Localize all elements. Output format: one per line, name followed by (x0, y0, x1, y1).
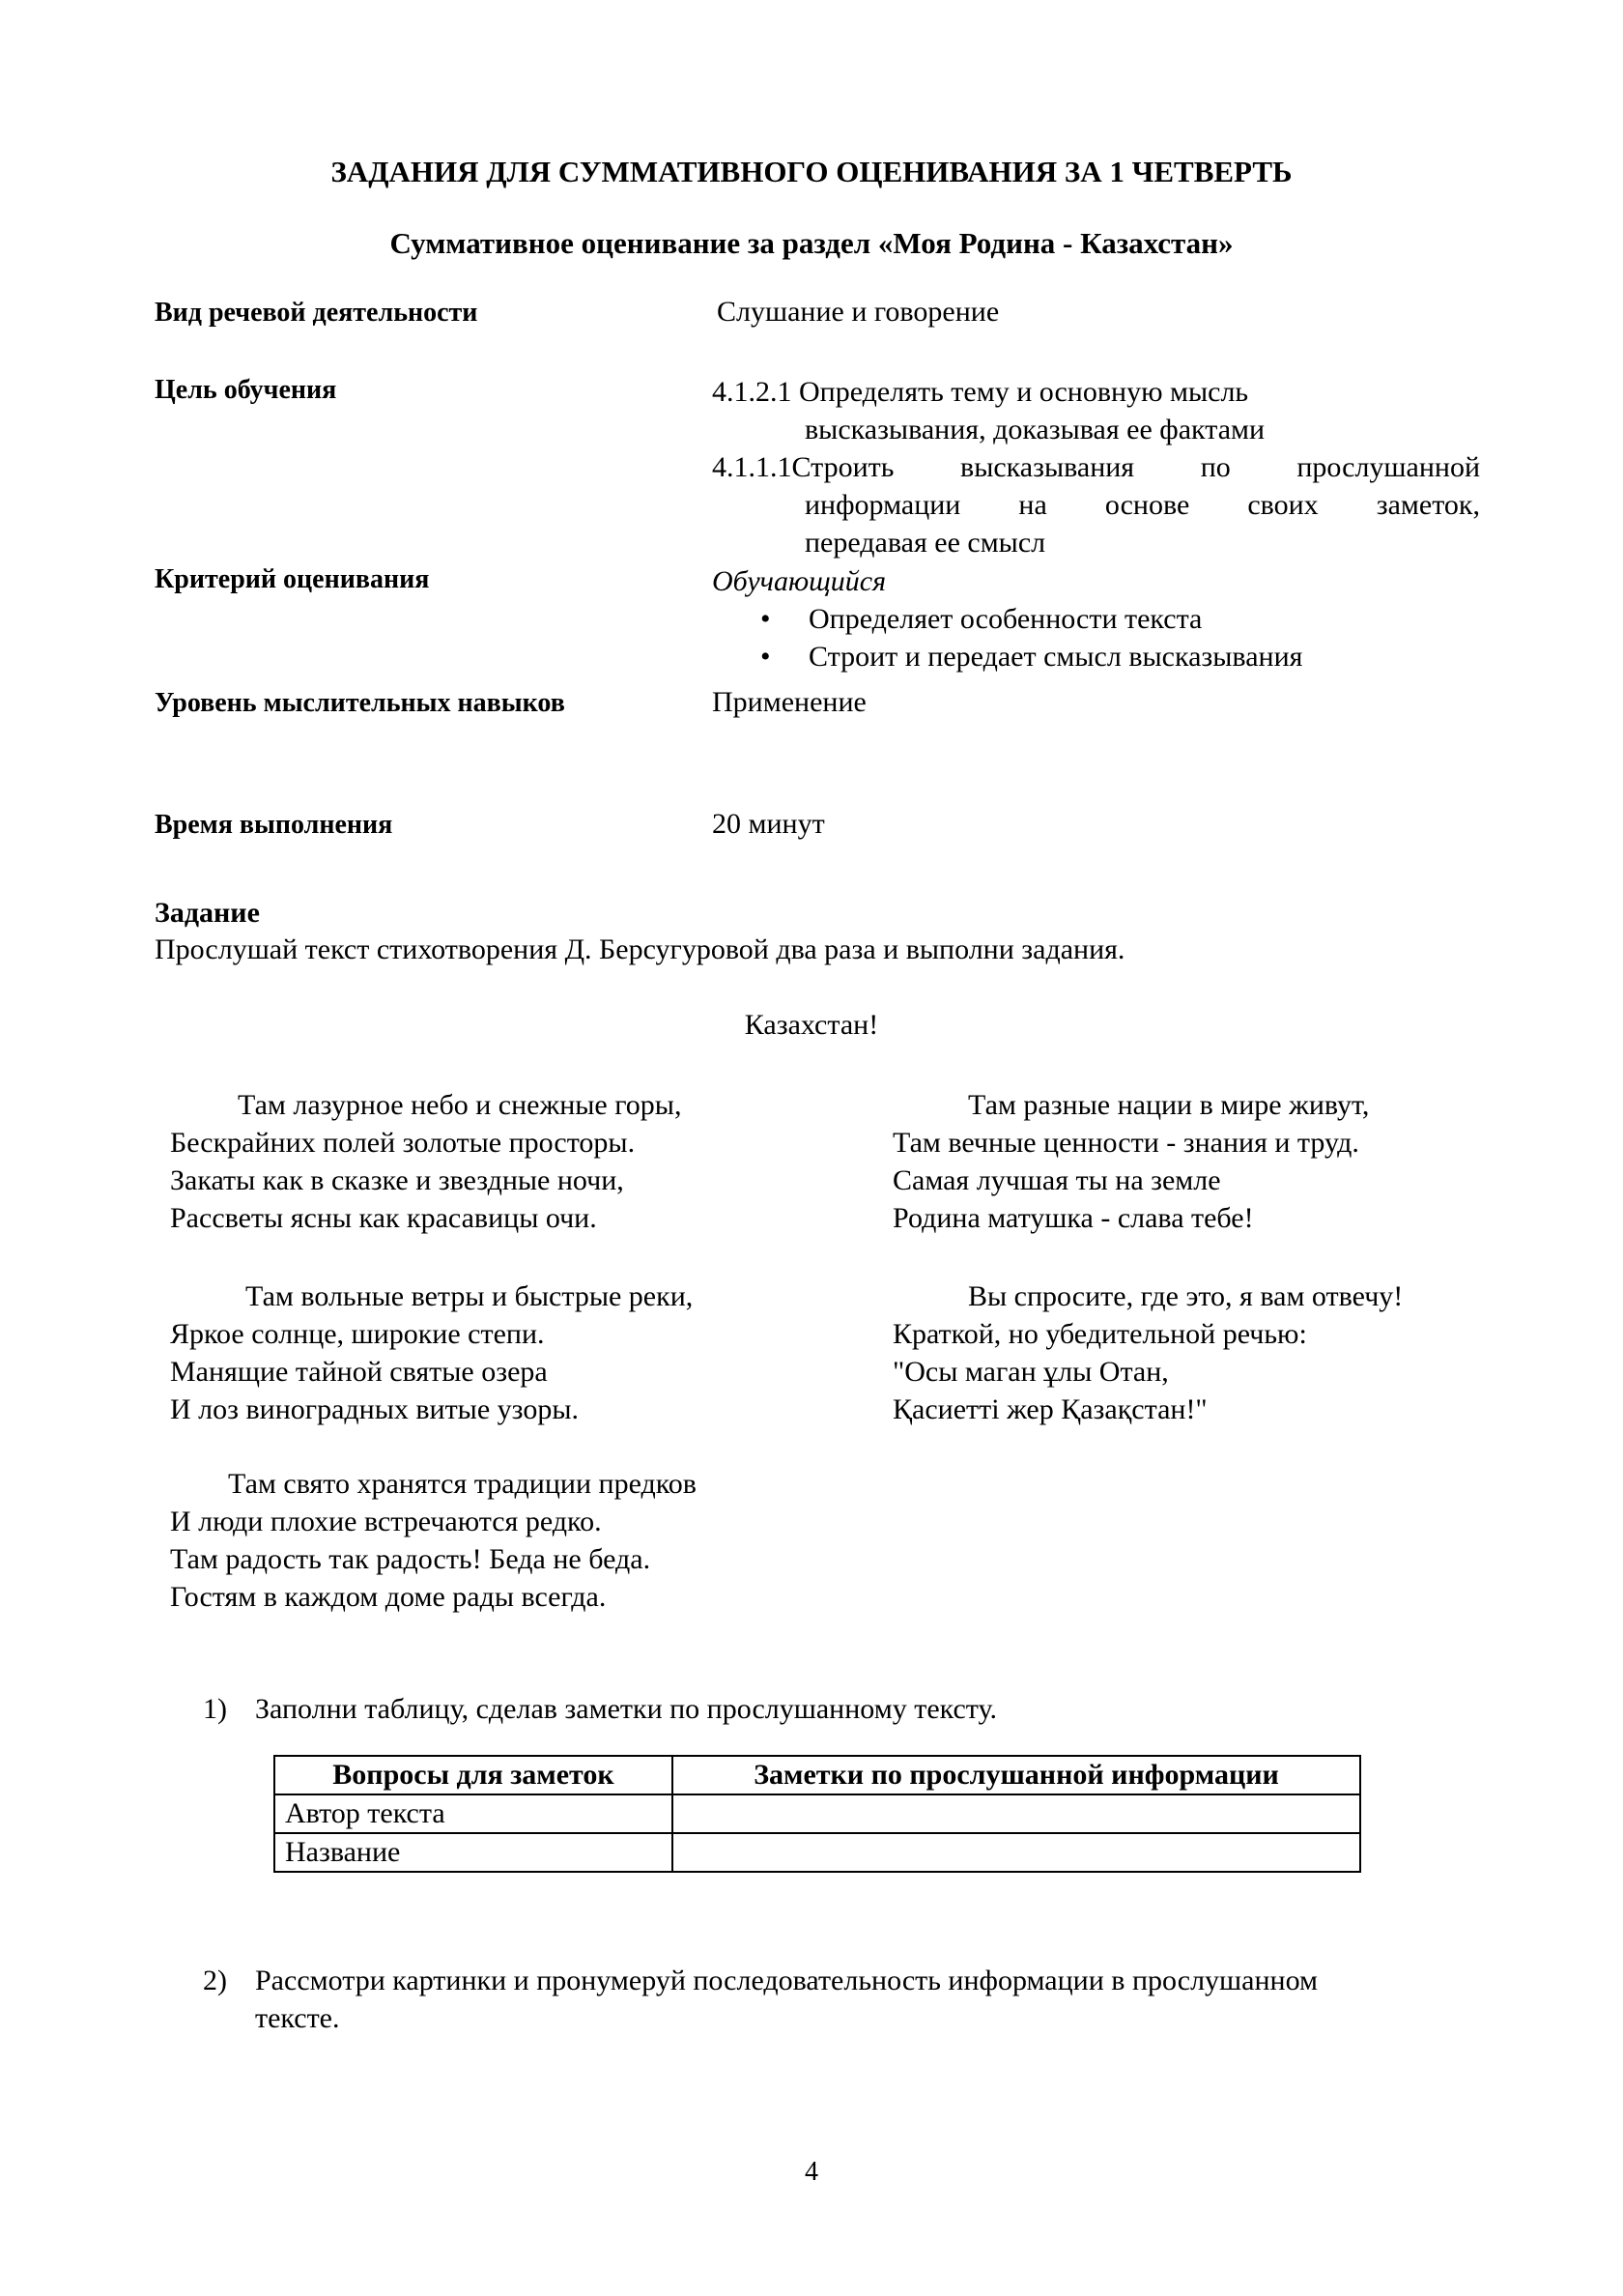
task-instruction: Прослушай текст стихотворения Д. Берсугуровой два раза и выполни задания. (155, 933, 1125, 965)
thinking-level-value: Применение (712, 686, 867, 718)
poem-line: Қасиетті жер Қазақстан!" (893, 1393, 1208, 1425)
criteria-item (712, 638, 1302, 675)
poem-line: Краткой, но убедительной речью: (893, 1318, 1307, 1350)
bullet-icon: • (760, 641, 771, 673)
time-value: 20 минут (712, 808, 825, 840)
table-header-cell: Заметки по прослушанной информации (672, 1756, 1360, 1794)
activity-value: Слушание и говорение (717, 296, 1000, 328)
poem-stanza (170, 1086, 681, 1237)
poem-line: Яркое солнце, широкие степи. (170, 1318, 545, 1350)
poem-line: Там радость так радость! Беда не беда. (170, 1543, 651, 1575)
table-row (274, 1794, 1360, 1833)
criteria-text: Строит и передает смысл высказывания (809, 641, 1303, 673)
poem-line: Там свято хранятся традиции предков (228, 1468, 697, 1500)
question-number: 1) (203, 1693, 227, 1725)
goal-code: 4.1.1.1 (712, 451, 792, 483)
task-heading: Задание (155, 897, 260, 929)
table-cell-notes[interactable] (672, 1833, 1360, 1872)
table-row (274, 1833, 1360, 1872)
poem-line: Родина матушка - слава тебе! (893, 1202, 1254, 1234)
section-subtitle: Суммативное оценивание за раздел «Моя Родина - Казахстан» (389, 226, 1234, 260)
question-text-continuation: тексте. (255, 2002, 340, 2034)
poem-line: Гостям в каждом доме рады всегда. (170, 1581, 607, 1613)
criteria-label: Критерий оценивания (155, 564, 430, 594)
goal-list (712, 373, 1480, 561)
question-text: Заполни таблицу, сделав заметки по прослушанному тексту. (255, 1693, 997, 1725)
poem-line: Закаты как в сказке и звездные ночи, (170, 1164, 624, 1196)
time-label: Время выполнения (155, 810, 393, 840)
table-header-cell: Вопросы для заметок (274, 1756, 672, 1794)
activity-label: Вид речевой деятельности (155, 298, 478, 328)
poem-line: И лоз виноградных витые узоры. (170, 1393, 579, 1425)
poem-stanza (170, 1277, 693, 1428)
poem-title: Казахстан! (744, 1009, 879, 1041)
criteria-item (712, 600, 1302, 638)
poem-line: Рассветы ясны как красавицы очи. (170, 1202, 597, 1234)
poem-line: Манящие тайной святые озера (170, 1356, 548, 1388)
criteria-block (712, 562, 1302, 675)
table-header-row (274, 1756, 1360, 1794)
goal-line (712, 448, 1480, 486)
criteria-text: Определяет особенности текста (809, 603, 1203, 635)
poem-line: Бескрайних полей золотые просторы. (170, 1127, 636, 1159)
goal-text-continuation: передавая ее смысл (805, 527, 1046, 559)
document-title: ЗАДАНИЯ ДЛЯ СУММАТИВНОГО ОЦЕНИВАНИЯ ЗА 1 ЧЕТВЕРТЬ (330, 155, 1293, 188)
question-1 (203, 1693, 997, 1726)
table-cell-question: Автор текста (274, 1794, 672, 1833)
poem-stanza (170, 1465, 697, 1616)
goal-code: 4.1.2.1 (712, 376, 792, 408)
question-2 (203, 1962, 1478, 2037)
page-number: 4 (805, 2157, 818, 2187)
table-cell-question: Название (274, 1833, 672, 1872)
goal-label: Цель обучения (155, 375, 337, 405)
notes-table (273, 1755, 1361, 1873)
goal-text: Определять тему и основную мысль (799, 376, 1249, 408)
poem-line: Там лазурное небо и снежные горы, (238, 1089, 682, 1121)
goal-text-continuation: информации на основе своих заметок, (805, 489, 1480, 521)
poem-line: Вы спросите, где это, я вам отвечу! (968, 1280, 1404, 1312)
criteria-list (712, 600, 1302, 675)
question-text: Рассмотри картинки и пронумеруй последовательность информации в прослушанном (255, 1965, 1318, 1996)
bullet-icon: • (760, 603, 771, 635)
poem-line: Там вечные ценности - знания и труд. (893, 1127, 1359, 1159)
goal-item (712, 448, 1480, 561)
poem-stanza (893, 1277, 1403, 1428)
question-number: 2) (203, 1965, 227, 1996)
goal-item (712, 373, 1480, 448)
thinking-level-label: Уровень мыслительных навыков (155, 688, 565, 718)
poem-line: "Осы маган ұлы Отан, (893, 1356, 1169, 1388)
goal-text: Строить высказывания по прослушанной (791, 451, 1480, 483)
goal-text-continuation: высказывания, доказывая ее фактами (805, 414, 1266, 445)
poem-stanza (893, 1086, 1369, 1237)
table-cell-notes[interactable] (672, 1794, 1360, 1833)
poem-line: Там разные нации в мире живут, (968, 1089, 1370, 1121)
poem-line: Там вольные ветры и быстрые реки, (245, 1280, 694, 1312)
poem-line: Самая лучшая ты на земле (893, 1164, 1221, 1196)
criteria-subject: Обучающийся (712, 565, 887, 597)
poem-line: И люди плохие встречаются редко. (170, 1506, 602, 1537)
